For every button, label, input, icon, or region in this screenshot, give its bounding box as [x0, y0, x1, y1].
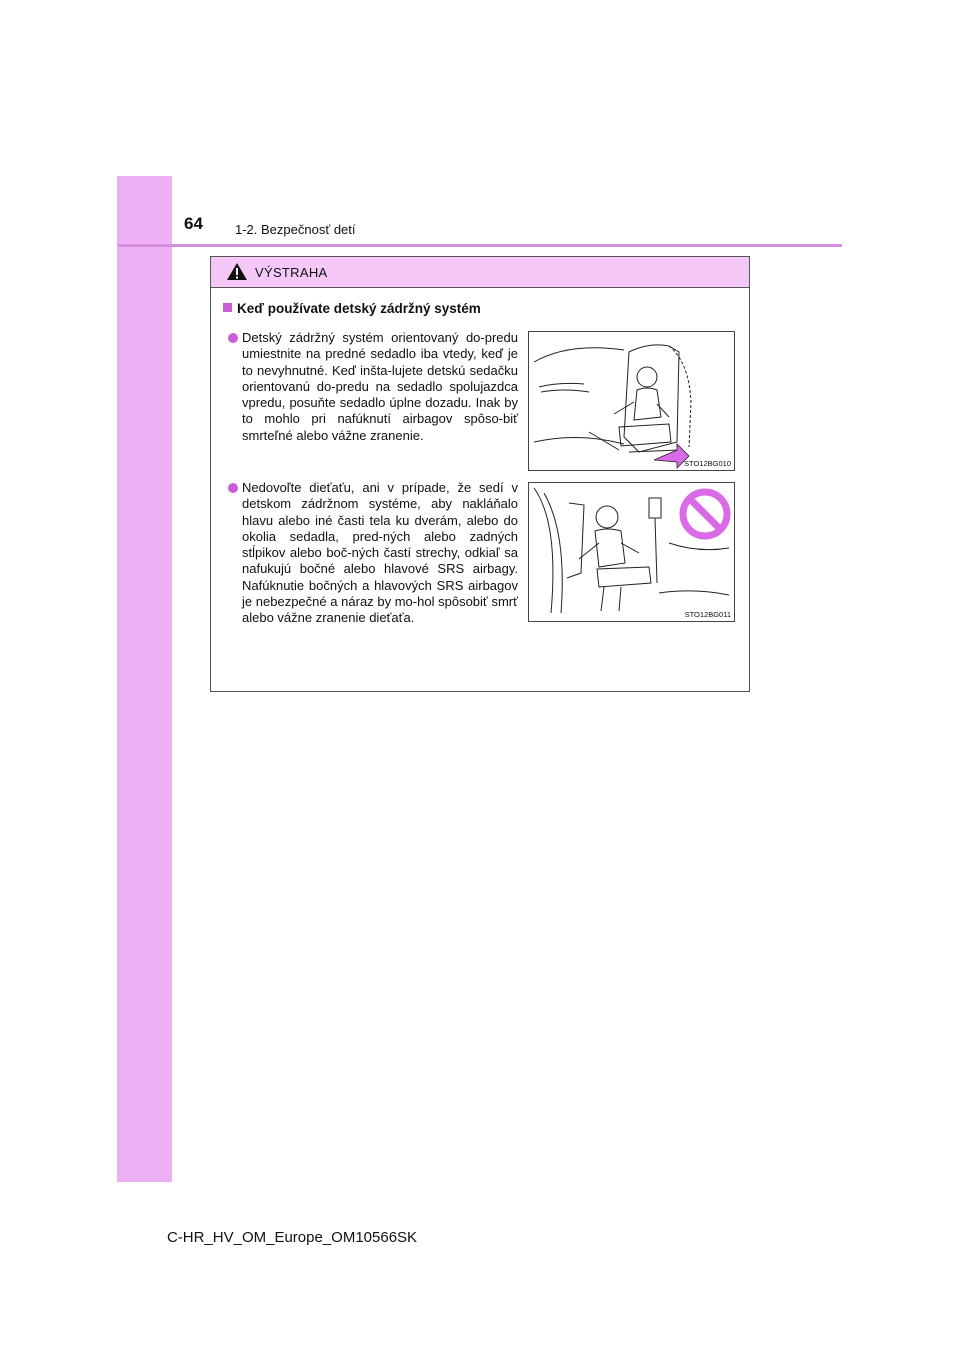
- warning-triangle-icon: [226, 262, 248, 281]
- footer: [0, 1229, 960, 1246]
- warning-item-2: [228, 480, 518, 627]
- warning-label: VÝSTRAHA: [255, 265, 328, 280]
- figure-code: STO12BG011: [684, 610, 731, 619]
- prohibition-icon: [678, 487, 732, 541]
- warning-item-1: [228, 330, 518, 444]
- page-number: 64: [184, 214, 203, 233]
- bullet-dot-icon: [228, 483, 238, 493]
- header-rule: [118, 244, 842, 247]
- warning-header: [211, 257, 749, 288]
- document-code: C-HR_HV_OM_Europe_OM10566SK: [166, 1229, 418, 1246]
- warning-subheading: Keď používate detský zádržný systém: [223, 301, 481, 316]
- warning-item-text: Detský zádržný systém orientovaný do-predu umiestnite na predné sedadlo iba vtedy, keď je to nevyhnutné. Keď inšta-lujete detskú sedačku orientovanú do-predu na sedadlo spolujazdca vpredu, posuňte sedadlo úplne dozadu. Inak by to mohlo pri nafúknutí airbagov spôso-biť smrteľné alebo vážne zranenie.: [242, 330, 518, 443]
- square-bullet-icon: [223, 303, 232, 312]
- figure-code: STO12BG010: [684, 459, 731, 468]
- warning-item-text: Nedovoľte dieťaťu, ani v prípade, že sedí v detskom zádržnom systéme, aby nakláňalo hlavu alebo iné časti tela ku dverám, alebo do okolia sedadla, pred-ných alebo zadných stĺpikov alebo boč-ných častí strechy, odkiaľ sa nafukujú bočné alebo hlavové SRS airbagy. Nafúknutie bočných a hlavových SRS airbagov je nebezpečné a náraz by mo-hol spôsobiť smrť alebo vážne zranenie dieťaťa.: [242, 480, 518, 626]
- warning-box: [210, 256, 750, 692]
- figure-child-leaning: [528, 482, 735, 622]
- bullet-dot-icon: [228, 333, 238, 343]
- side-tab-bar: [117, 176, 172, 1182]
- figure-forward-facing-seat: [528, 331, 735, 471]
- section-title: 1-2. Bezpečnosť detí: [235, 222, 356, 237]
- child-seat-illustration: [529, 332, 734, 470]
